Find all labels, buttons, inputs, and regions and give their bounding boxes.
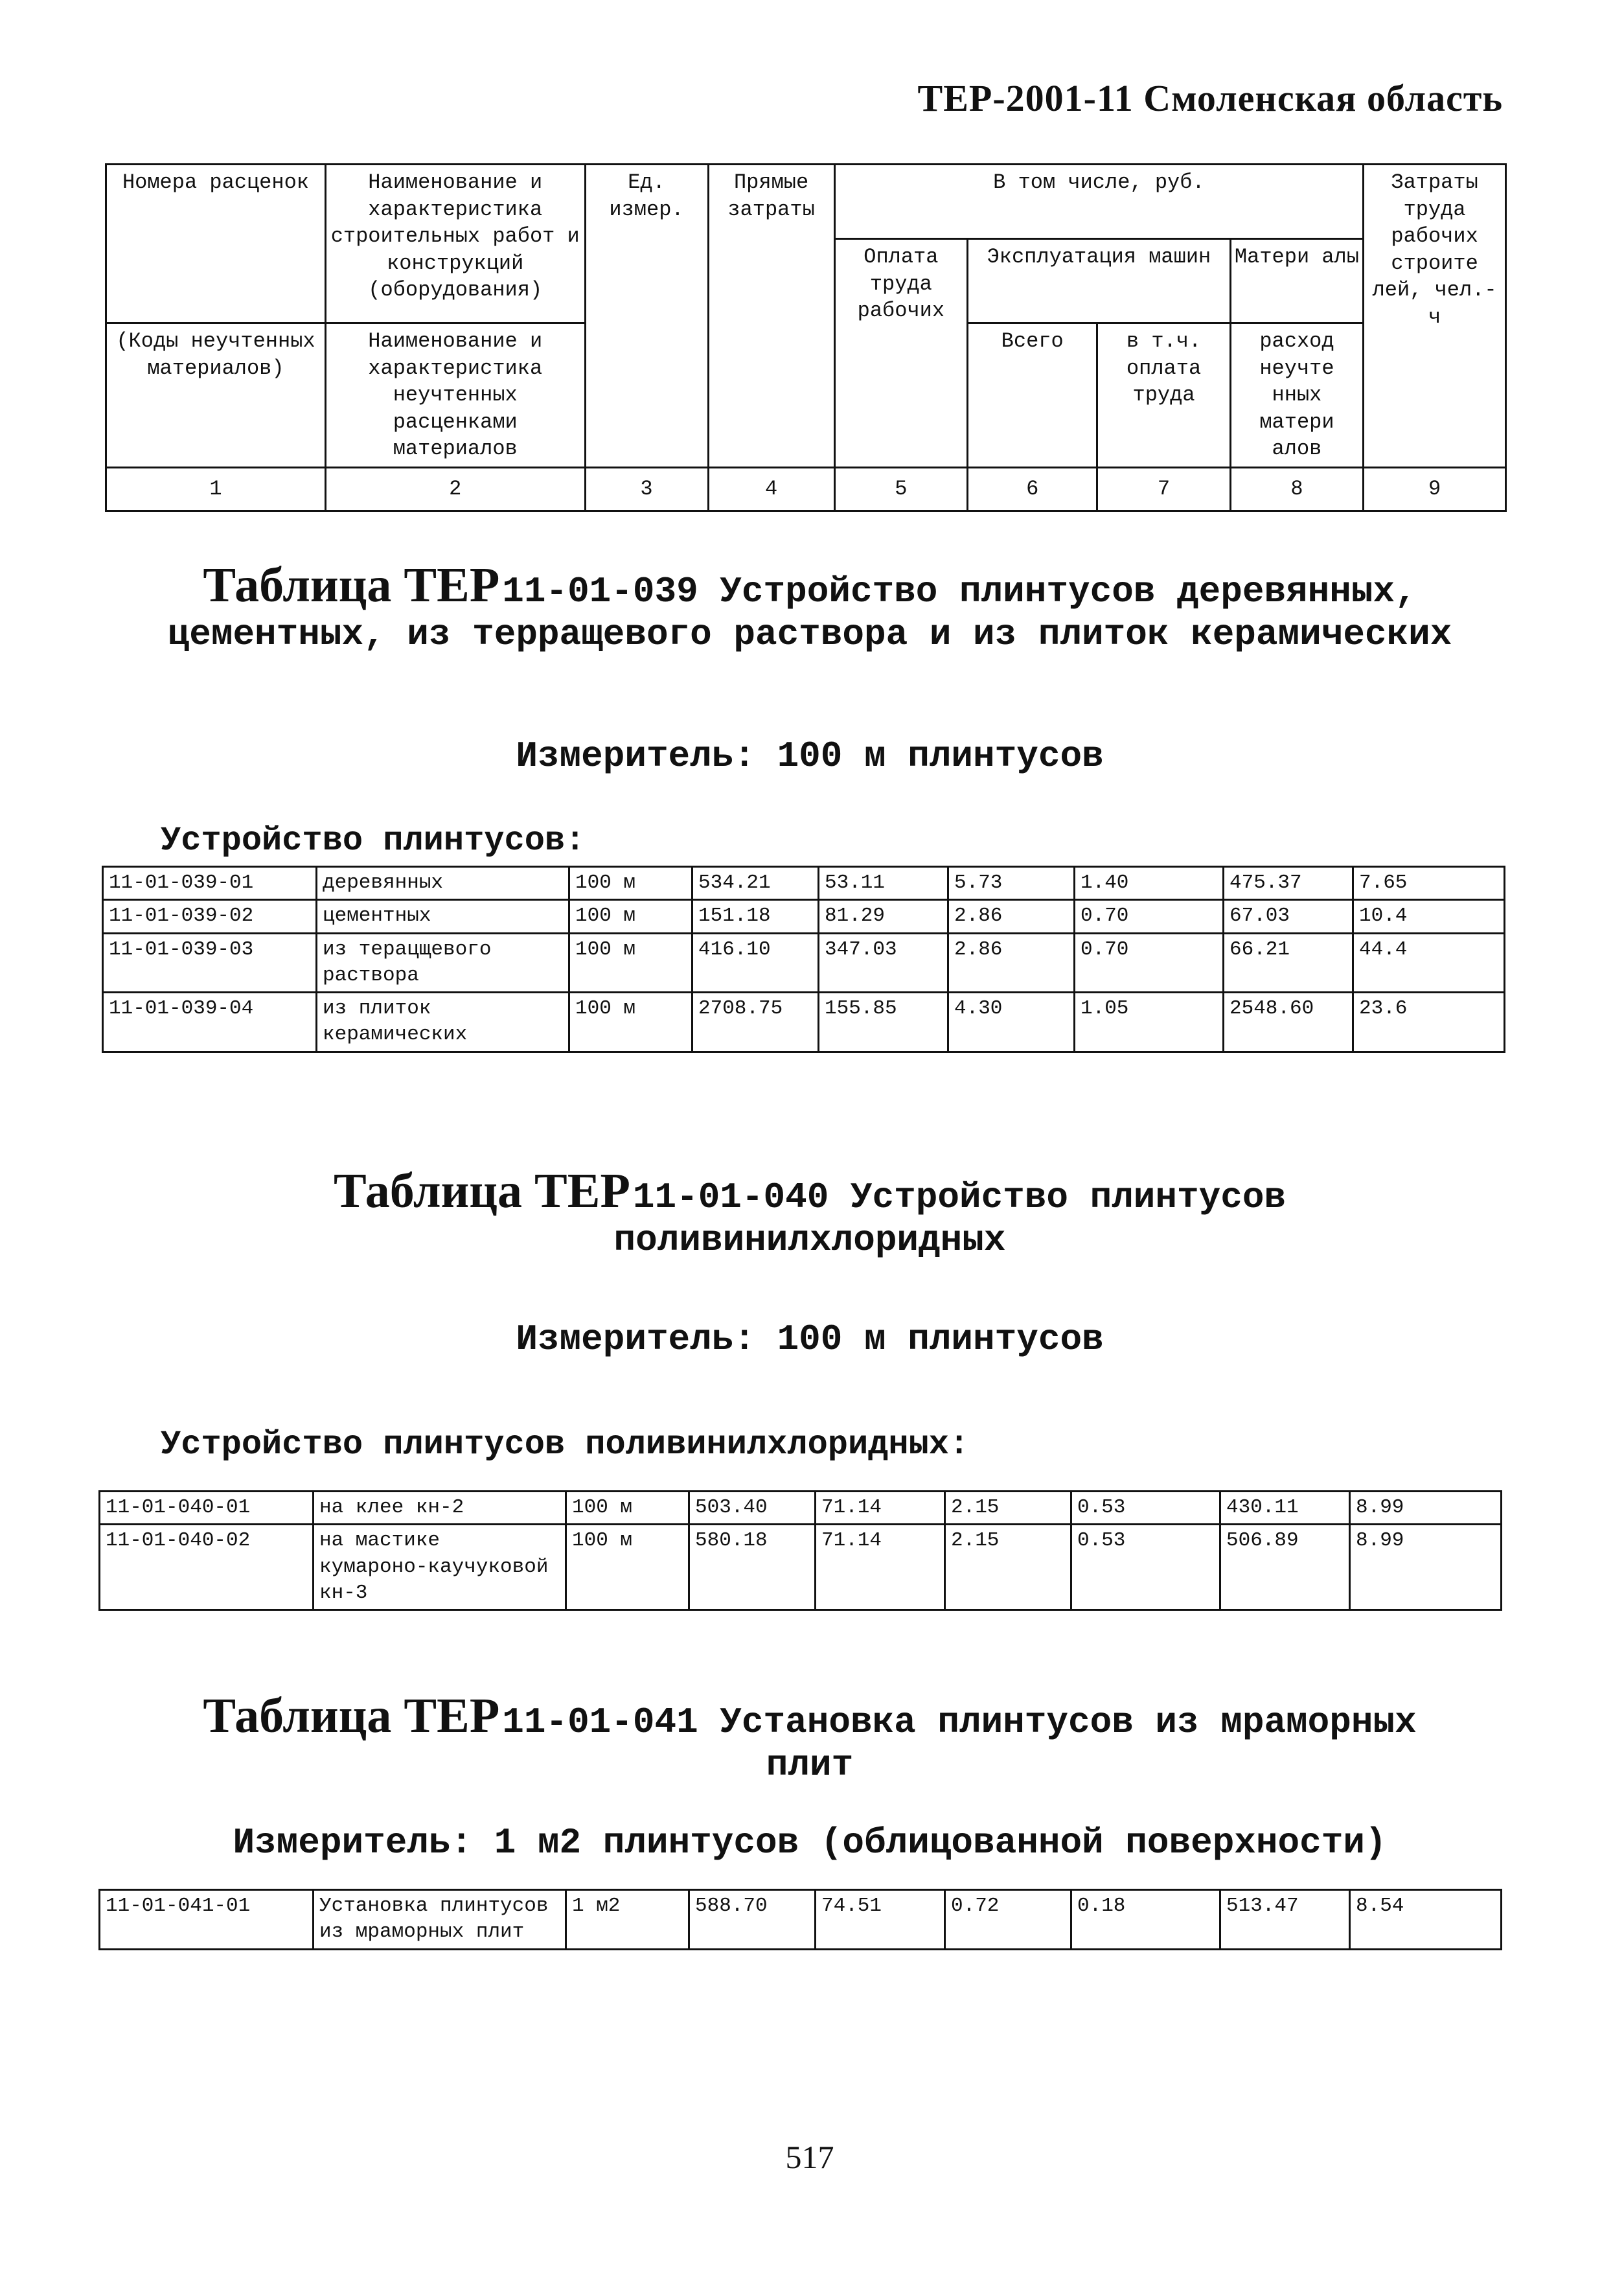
cell-direct: 2708.75 bbox=[692, 993, 819, 1052]
cell-unit: 100 м bbox=[569, 933, 692, 993]
column-header-table bbox=[105, 163, 1507, 512]
cell-wage: 71.14 bbox=[816, 1492, 945, 1525]
cell-unit: 100 м bbox=[566, 1525, 689, 1610]
page-number: 517 bbox=[785, 2139, 834, 2175]
column-number: 3 bbox=[585, 467, 708, 511]
table3-data bbox=[98, 1889, 1502, 1950]
header-direct-costs: Прямые затраты bbox=[708, 165, 834, 468]
cell-mach-wage: 0.70 bbox=[1075, 900, 1224, 933]
header-materials: Матери алы bbox=[1230, 239, 1363, 323]
header-machines-total: Всего bbox=[968, 323, 1097, 468]
cell-mach: 2.86 bbox=[948, 933, 1075, 993]
cell-name: цементных bbox=[317, 900, 569, 933]
cell-code: 11-01-039-01 bbox=[103, 867, 317, 900]
cell-mat: 2548.60 bbox=[1224, 993, 1353, 1052]
cell-mat: 513.47 bbox=[1220, 1890, 1350, 1950]
table2-title bbox=[194, 1163, 1425, 1261]
table1-title-prefix: Таблица ТЕР bbox=[203, 558, 500, 612]
cell-name: Установка плинтусов из мраморных плит bbox=[314, 1890, 566, 1950]
table2-data bbox=[98, 1490, 1502, 1611]
header-including: В том числе, руб. bbox=[834, 165, 1364, 239]
cell-mach-wage: 0.53 bbox=[1071, 1525, 1220, 1610]
cell-code: 11-01-039-04 bbox=[103, 993, 317, 1052]
cell-code: 11-01-040-01 bbox=[100, 1492, 314, 1525]
cell-direct: 588.70 bbox=[689, 1890, 816, 1950]
table-row bbox=[103, 933, 1505, 993]
cell-code: 11-01-040-02 bbox=[100, 1525, 314, 1610]
cell-unit: 100 м bbox=[569, 993, 692, 1052]
cell-mach-wage: 0.18 bbox=[1071, 1890, 1220, 1950]
header-material-consumption: расход неучте нных матери алов bbox=[1230, 323, 1363, 468]
cell-direct: 151.18 bbox=[692, 900, 819, 933]
cell-labor: 7.65 bbox=[1353, 867, 1505, 900]
cell-name: на клее кн-2 bbox=[314, 1492, 566, 1525]
cell-name: из плиток керамических bbox=[317, 993, 569, 1052]
header-codes: Номера расценок bbox=[106, 165, 326, 323]
cell-wage: 81.29 bbox=[819, 900, 948, 933]
cell-mat: 66.21 bbox=[1224, 933, 1353, 993]
cell-labor: 8.99 bbox=[1350, 1525, 1502, 1610]
column-number: 4 bbox=[708, 467, 834, 511]
cell-mat: 506.89 bbox=[1220, 1525, 1350, 1610]
table2-measure: Измеритель: 100 м плинтусов bbox=[516, 1319, 1104, 1360]
table2-subheading: Устройство плинтусов поливинилхлоридных: bbox=[161, 1425, 970, 1464]
cell-code: 11-01-039-03 bbox=[103, 933, 317, 993]
table1-data bbox=[102, 866, 1505, 1053]
cell-direct: 416.10 bbox=[692, 933, 819, 993]
cell-unit: 100 м bbox=[569, 867, 692, 900]
header-material-codes: (Коды неучтенных материалов) bbox=[106, 323, 326, 468]
cell-name: деревянных bbox=[317, 867, 569, 900]
cell-name: на мастике кумароно-каучуковой кн-3 bbox=[314, 1525, 566, 1610]
cell-labor: 44.4 bbox=[1353, 933, 1505, 993]
column-number: 6 bbox=[968, 467, 1097, 511]
table-row bbox=[100, 1525, 1502, 1610]
cell-mach: 2.15 bbox=[945, 1525, 1071, 1610]
cell-unit: 100 м bbox=[566, 1492, 689, 1525]
cell-direct: 503.40 bbox=[689, 1492, 816, 1525]
header-wage: Оплата труда рабочих bbox=[834, 239, 967, 468]
table-row bbox=[100, 1890, 1502, 1950]
table1-title bbox=[143, 557, 1477, 655]
column-number: 9 bbox=[1364, 467, 1506, 511]
header-machines: Эксплуатация машин bbox=[968, 239, 1231, 323]
cell-wage: 53.11 bbox=[819, 867, 948, 900]
cell-labor: 8.54 bbox=[1350, 1890, 1502, 1950]
table-row bbox=[103, 900, 1505, 933]
document-header: ТЕР-2001-11 Смоленская область bbox=[917, 77, 1503, 119]
column-number: 7 bbox=[1097, 467, 1230, 511]
header-unit: Ед. измер. bbox=[585, 165, 708, 468]
cell-mat: 430.11 bbox=[1220, 1492, 1350, 1525]
cell-mach: 2.86 bbox=[948, 900, 1075, 933]
table1-title-text: 11-01-039 Устройство плинтусов деревянных, цементных, из терращевого раствора и из плиток керамических bbox=[167, 571, 1452, 655]
header-labor: Затраты труда рабочих строите лей, чел.-ч bbox=[1364, 165, 1506, 468]
table3-measure: Измеритель: 1 м2 плинтусов (облицованной поверхности) bbox=[233, 1822, 1387, 1863]
table-row bbox=[103, 993, 1505, 1052]
cell-code: 11-01-039-02 bbox=[103, 900, 317, 933]
table1-subheading: Устройство плинтусов: bbox=[161, 822, 586, 860]
header-machines-wage: в т.ч. оплата труда bbox=[1097, 323, 1230, 468]
column-number: 8 bbox=[1230, 467, 1363, 511]
cell-wage: 347.03 bbox=[819, 933, 948, 993]
cell-unit: 100 м bbox=[569, 900, 692, 933]
cell-mach: 5.73 bbox=[948, 867, 1075, 900]
cell-labor: 8.99 bbox=[1350, 1492, 1502, 1525]
cell-labor: 10.4 bbox=[1353, 900, 1505, 933]
cell-wage: 74.51 bbox=[816, 1890, 945, 1950]
cell-mach: 2.15 bbox=[945, 1492, 1071, 1525]
column-number: 1 bbox=[106, 467, 326, 511]
cell-mach-wage: 1.05 bbox=[1075, 993, 1224, 1052]
cell-mach-wage: 0.70 bbox=[1075, 933, 1224, 993]
cell-mat: 475.37 bbox=[1224, 867, 1353, 900]
cell-mach: 0.72 bbox=[945, 1890, 1071, 1950]
header-name: Наименование и характеристика строительных работ и конструкций (оборудования) bbox=[325, 165, 585, 323]
table3-title-prefix: Таблица ТЕР bbox=[203, 1689, 500, 1743]
cell-mat: 67.03 bbox=[1224, 900, 1353, 933]
cell-mach-wage: 1.40 bbox=[1075, 867, 1224, 900]
table-row bbox=[103, 867, 1505, 900]
cell-name: из терацщевого раствора bbox=[317, 933, 569, 993]
table1-measure: Измеритель: 100 м плинтусов bbox=[516, 735, 1104, 777]
table2-title-text: 11-01-040 Устройство плинтусов поливинилхлоридных bbox=[613, 1177, 1287, 1261]
header-material-names: Наименование и характеристика неучтенных расценками материалов bbox=[325, 323, 585, 468]
cell-direct: 534.21 bbox=[692, 867, 819, 900]
cell-code: 11-01-041-01 bbox=[100, 1890, 314, 1950]
cell-labor: 23.6 bbox=[1353, 993, 1505, 1052]
cell-wage: 155.85 bbox=[819, 993, 948, 1052]
table-row bbox=[100, 1492, 1502, 1525]
table3-title bbox=[162, 1688, 1458, 1786]
cell-unit: 1 м2 bbox=[566, 1890, 689, 1950]
table3-title-text: 11-01-041 Установка плинтусов из мраморных плит bbox=[502, 1701, 1417, 1786]
cell-direct: 580.18 bbox=[689, 1525, 816, 1610]
column-number: 2 bbox=[325, 467, 585, 511]
column-number: 5 bbox=[834, 467, 967, 511]
cell-mach: 4.30 bbox=[948, 993, 1075, 1052]
table2-title-prefix: Таблица ТЕР bbox=[333, 1164, 630, 1218]
cell-wage: 71.14 bbox=[816, 1525, 945, 1610]
cell-mach-wage: 0.53 bbox=[1071, 1492, 1220, 1525]
